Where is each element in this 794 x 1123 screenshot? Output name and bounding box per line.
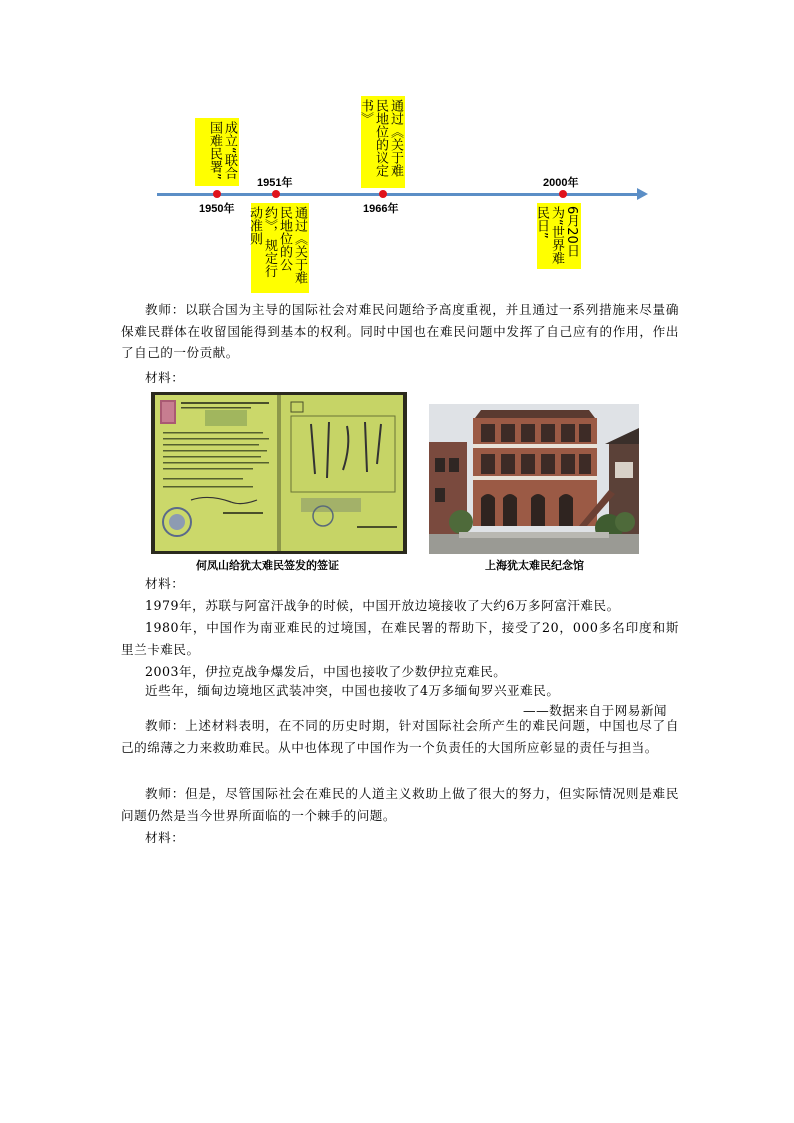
dot-2000 bbox=[559, 190, 567, 198]
year-2000-label: 2000年 bbox=[543, 177, 579, 189]
event-2000-text: 6月20日为“世界难民日” bbox=[534, 206, 579, 265]
caption-visa: 何凤山给犹太难民签发的签证 bbox=[196, 559, 339, 572]
teacher-paragraph-1: 教师：以联合国为主导的国际社会对难民问题给予高度重视，并且通过一系列措施来尽量确保难民群体在收留国能得到基本的权利。同时中国也在难民问题中发挥了自己应有的作用，作出了自己的一份贡献。 bbox=[121, 302, 679, 360]
event-1950-box bbox=[195, 118, 239, 186]
dot-1950 bbox=[213, 190, 221, 198]
year-1950-label: 1950年 bbox=[199, 203, 235, 215]
caption-museum: 上海犹太难民纪念馆 bbox=[485, 559, 584, 572]
source-line: ——数据来自于网易新闻 bbox=[522, 703, 667, 718]
line-1980: 1980年，中国作为南亚难民的过境国，在难民署的帮助下，接受了20，000多名印度和斯里兰卡难民。 bbox=[121, 620, 679, 657]
line-1979: 1979年，苏联与阿富汗战争的时候，中国开放边境接收了大约6万多阿富汗难民。 bbox=[145, 598, 620, 613]
museum-photo bbox=[429, 404, 639, 554]
material-label-3: 材料： bbox=[145, 830, 185, 845]
line-2003: 2003年，伊拉克战争爆发后，中国也接收了少数伊拉克难民。 bbox=[145, 664, 507, 679]
dot-1966 bbox=[379, 190, 387, 198]
event-1966-text: 通过《关于难民地位的议定书》 bbox=[358, 99, 403, 177]
event-1966-box bbox=[358, 96, 405, 188]
visa-photo bbox=[151, 392, 407, 554]
event-1951-text: 通过《关于难民地位的公约》，规定行动准则 bbox=[247, 206, 307, 284]
dot-1951 bbox=[272, 190, 280, 198]
teacher-paragraph-2: 教师：上述材料表明，在不同的历史时期，针对国际社会所产生的难民问题，中国也尽了自己的绵薄之力来救助难民。从中也体现了中国作为一个负责任的大国所应彰显的责任与担当。 bbox=[121, 718, 679, 755]
event-1950-text: 成立“联合国难民署” bbox=[207, 121, 237, 180]
material-label-1: 材料： bbox=[145, 370, 185, 385]
year-1966-label: 1966年 bbox=[363, 203, 399, 215]
material-label-2: 材料： bbox=[145, 576, 185, 591]
timeline-arrow-icon bbox=[637, 188, 648, 200]
year-1951-label: 1951年 bbox=[257, 177, 293, 189]
line-recent: 近些年，缅甸边境地区武装冲突，中国也接收了4万多缅甸罗兴亚难民。 bbox=[145, 683, 560, 698]
event-1951-box bbox=[247, 203, 309, 293]
teacher-paragraph-3: 教师：但是，尽管国际社会在难民的人道主义救助上做了很大的努力，但实际情况则是难民问题仍然是当今世界所面临的一个棘手的问题。 bbox=[121, 786, 679, 823]
event-2000-box bbox=[534, 203, 581, 269]
